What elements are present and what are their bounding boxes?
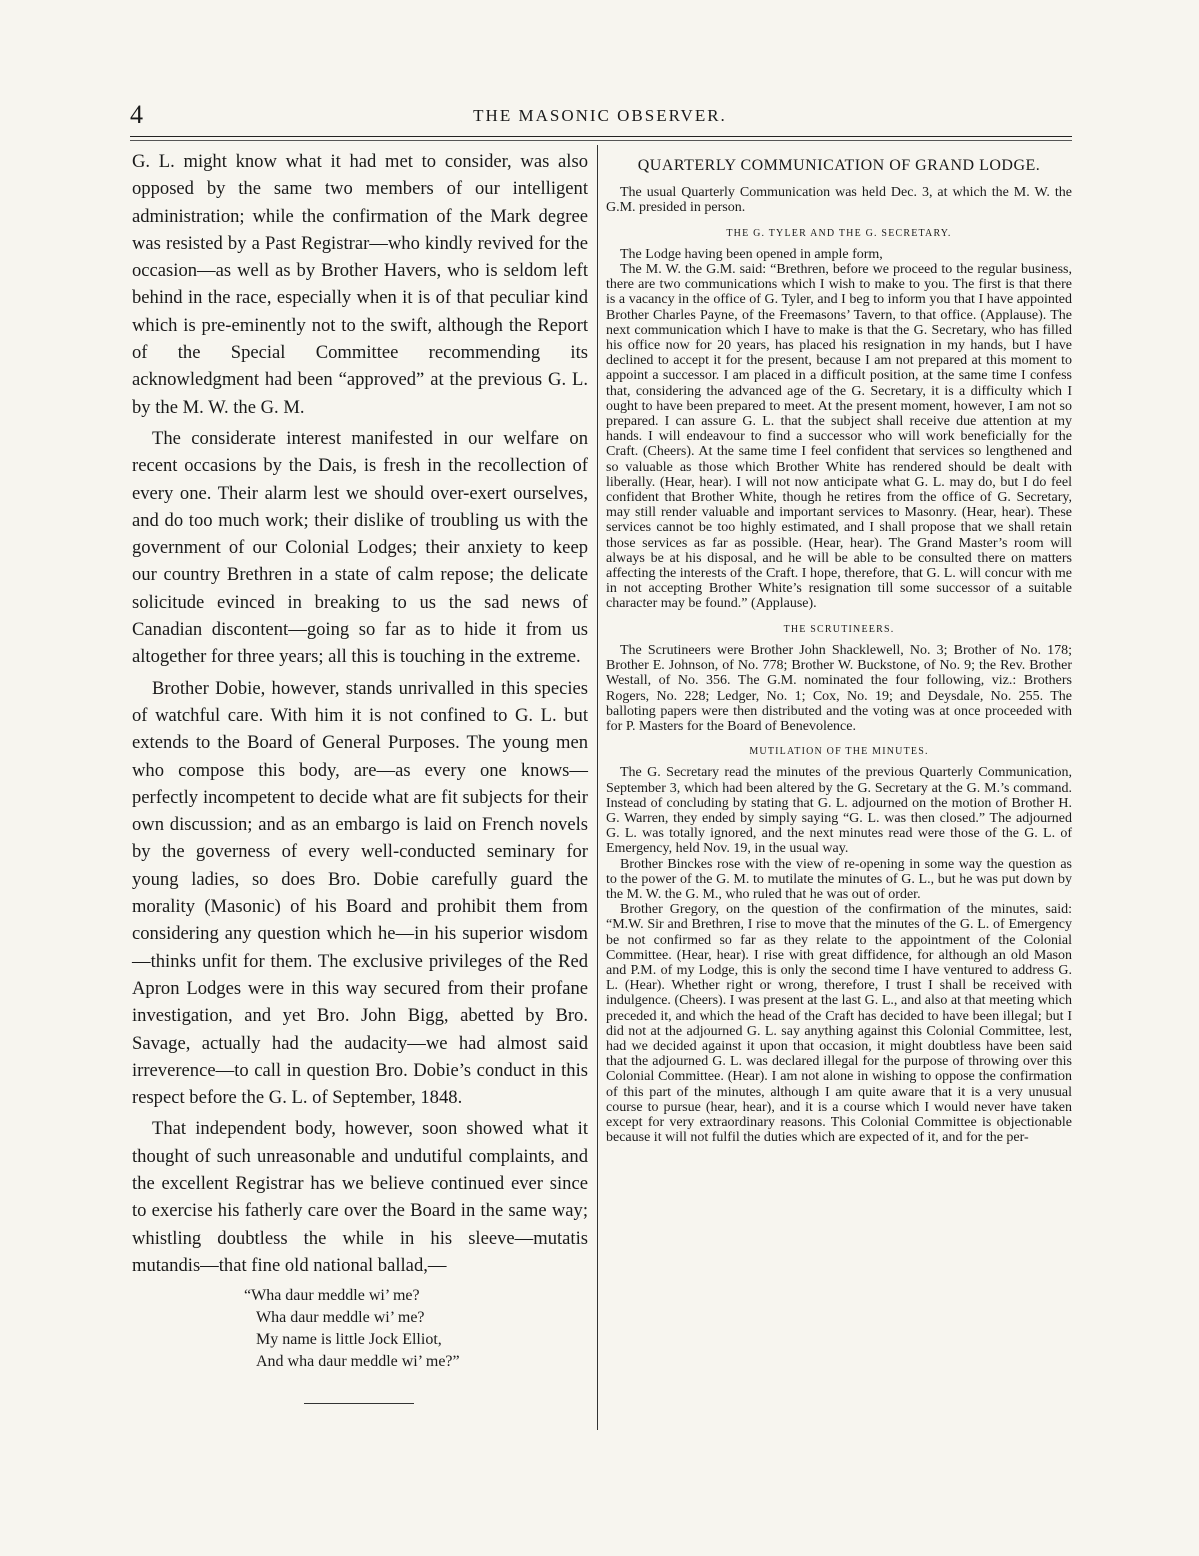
section-heading: THE G. TYLER AND THE G. SECRETARY. [726, 227, 952, 239]
article-title: QUARTERLY COMMUNICATION OF GRAND LODGE. [637, 157, 1041, 174]
verse-line: And wha daur meddle wi’ me?” [256, 1353, 460, 1371]
verse-line: My name is little Jock Elliot, [256, 1331, 442, 1349]
left-column [132, 148, 588, 1404]
left-paragraph: The considerate interest manifested in our welfare on recent occasions by the Dais, is fresh in the recollection of every one. Their alarm lest we should over-exert ourselves, and do too much work; their dislike of troubling us with the government of our Colonial Lodges; their anxiety to keep our country Brethren in a state of calm repose; the delicate solicitude evinced in breaking to us the sad news of Canadian discontent—going so far as to hide it from us altogether for three years; all this is touching in the extreme. [132, 427, 588, 668]
left-paragraph: Brother Dobie, however, stands unrivalled in this species of watchful care. With him it is not confined to G. L. but extends to the Board of General Purposes. The young men who compose this body, are—as every one knows—perfectly incompetent to decide what are fit subjects for their own discussion; and as an embargo is laid on French novels by the governess of every well-conducted seminary for young ladies, so does Bro. Dobie carefully guard the morality (Masonic) of his Board and prohibit them from considering any question which he—in his superior wisdom—thinks unfit for them. The exclusive privileges of the Red Apron Lodges were in this way secured from their profane investigation, and yet Bro. John Bigg, abetted by Bro. Savage, actually had the audacity—we had almost said irreverence—to call in question Bro. Dobie’s conduct in this respect before the G. L. of September, 1848. [132, 677, 588, 1109]
publication-title: THE MASONIC OBSERVER. [473, 106, 727, 125]
left-paragraph: That independent body, however, soon showed what it thought of such unreasonable and undutiful complaints, and the excellent Registrar has we believe continued ever since to exercise his fatherly care over the Board in the same way; whistling doubtless the while in his sleeve—mutatis mutandis—that fine old national ballad,— [132, 1118, 588, 1276]
column-divider [597, 145, 598, 1430]
verse-line: Wha daur meddle wi’ me? [256, 1309, 425, 1327]
section-paragraph: The M. W. the G.M. said: “Brethren, before we proceed to the regular business, there are two communications which I wish to make to you. The first is that there is a vacancy in the office of G. Tyler, and I beg to inform you that I have appointed Brother Charles Payne, of the Freemasons’ Tavern, to that office. (Applause). The next communication which I have to make is that the G. Secretary, who has filled his office now for 20 years, has placed his resignation in my hands, but I have declined to accept it for the present, because I am not prepared at this moment to appoint a successor. I am placed in a difficult position, at the same time I confess that, considering the advanced age of the G. Secretary, it is a difficulty which I ought to have been prepared to meet. At the present moment, however, I am not so prepared. I can assure G. L. that the subject shall receive due attention at my hands. I will endeavour to find a successor who will work beneficially for the Craft. (Cheers). At the same time I feel confident that services so lengthened and so valuable as those which Brother White has rendered should be dealt with liberally. (Hear, hear). I will not now anticipate what G. L. may do, but I do feel confident that Brother White, though he retires from the office of G. Secretary, may still render valuable and important services to Masonry. (Hear, hear). These services cannot be too highly estimated, and I shall propose that we shall retain those services as far as possible. (Hear, hear). The Grand Master’s room will always be at his disposal, and he will be able to be consulted there on matters affecting the interests of the Craft. I hope, therefore, that G. L. will concur with me in not accepting Brother White’s resignation till some successor of a suitable character may be found.” (Applause). [606, 262, 1072, 612]
right-column [606, 152, 1072, 1145]
ballad-verse [244, 1285, 588, 1373]
section-heading: MUTILATION OF THE MINUTES. [749, 746, 929, 758]
section-paragraph: The Scrutineers were Brother John Shacklewell, No. 3; Brother of No. 178; Brother E. Johnson, of No. 778; Brother W. Buckstone, of No. 9; the Rev. Brother Westall, of No. 356. The G.M. nominated the four following, viz.: Brothers Rogers, No. 228; Ledger, No. 1; Cox, No. 19; and Deysdale, No. 255. The balloting papers were then distributed and the voting was at once proceeded with for P. Masters for the Board of Benevolence. [606, 642, 1072, 734]
section-paragraph: The Lodge having been opened in ample form, [620, 246, 883, 262]
section-paragraph: Brother Gregory, on the question of the confirmation of the minutes, said: “M.W. Sir and Brethren, I rise to move that the minutes of the G. L. of Emergency be not confirmed so far as they relate to the appointment of the Colonial Committee. (Hear, hear). I rise with great diffidence, for although an old Mason and P.M. of my Lodge, this is only the second time I have ventured to address G. L. (Hear). Whether right or wrong, therefore, I trust I shall be received with indulgence. (Cheers). I was present at the last G. L., and also at that meeting which preceded it, and which the head of the Craft has decided to have been illegal; but I did not at the adjourned G. L. say anything against this Colonial Committee, lest, had we decided against it upon that occasion, it might doubtless have been said that the adjourned G. L. was declared illegal for the purpose of throwing over this Colonial Committee. (Hear). I am not alone in wishing to oppose the confirmation of this part of the minutes, although I am quite aware that it is a very unusual course to pursue (hear, hear), and it is a course which I would never have taken except for very extraordinary reasons. This Colonial Committee is objectionable because it will not fulfil the duties which are expected of it, and for the per- [606, 902, 1072, 1146]
article-intro: The usual Quarterly Communication was held Dec. 3, at which the M. W. the G.M. presided in person. [606, 185, 1072, 216]
verse-line: “Wha daur meddle wi’ me? [244, 1287, 420, 1305]
end-rule [304, 1403, 414, 1404]
section-paragraph: The G. Secretary read the minutes of the previous Quarterly Communication, September 3, which had been altered by the G. Secretary at the G. M.’s command. Instead of concluding by stating that G. L. adjourned on the motion of Brother H. G. Warren, they ended by simply saying “G. L. was then closed.” The adjourned G. L. was totally ignored, and the next minutes read were those of the G. L. of Emergency, held Nov. 19, in the usual way. [606, 765, 1072, 857]
page-header [130, 100, 1070, 136]
section-heading: THE SCRUTINEERS. [783, 623, 895, 635]
left-paragraph: G. L. might know what it had met to consider, was also opposed by the same two members of our intelligent administration; while the confirmation of the Mark degree was resisted by a Past Registrar—who kindly revived for the occasion—as well as by Brother Havers, who is seldom left behind in the race, especially when it is of that peculiar kind which is pre-eminently not to the swift, although the Report of the Special Committee recommending its acknowledgment had been “approved” at the previous G. L. by the M. W. the G. M. [132, 151, 588, 418]
section-paragraph: Brother Binckes rose with the view of re-opening in some way the question as to the power of the G. M. to mutilate the minutes of G. L., but he was put down by the M. W. the G. M., who ruled that he was out of order. [606, 856, 1072, 902]
page-number: 4 [130, 100, 143, 129]
header-rule-thin [130, 140, 1072, 141]
header-rule [130, 136, 1072, 137]
